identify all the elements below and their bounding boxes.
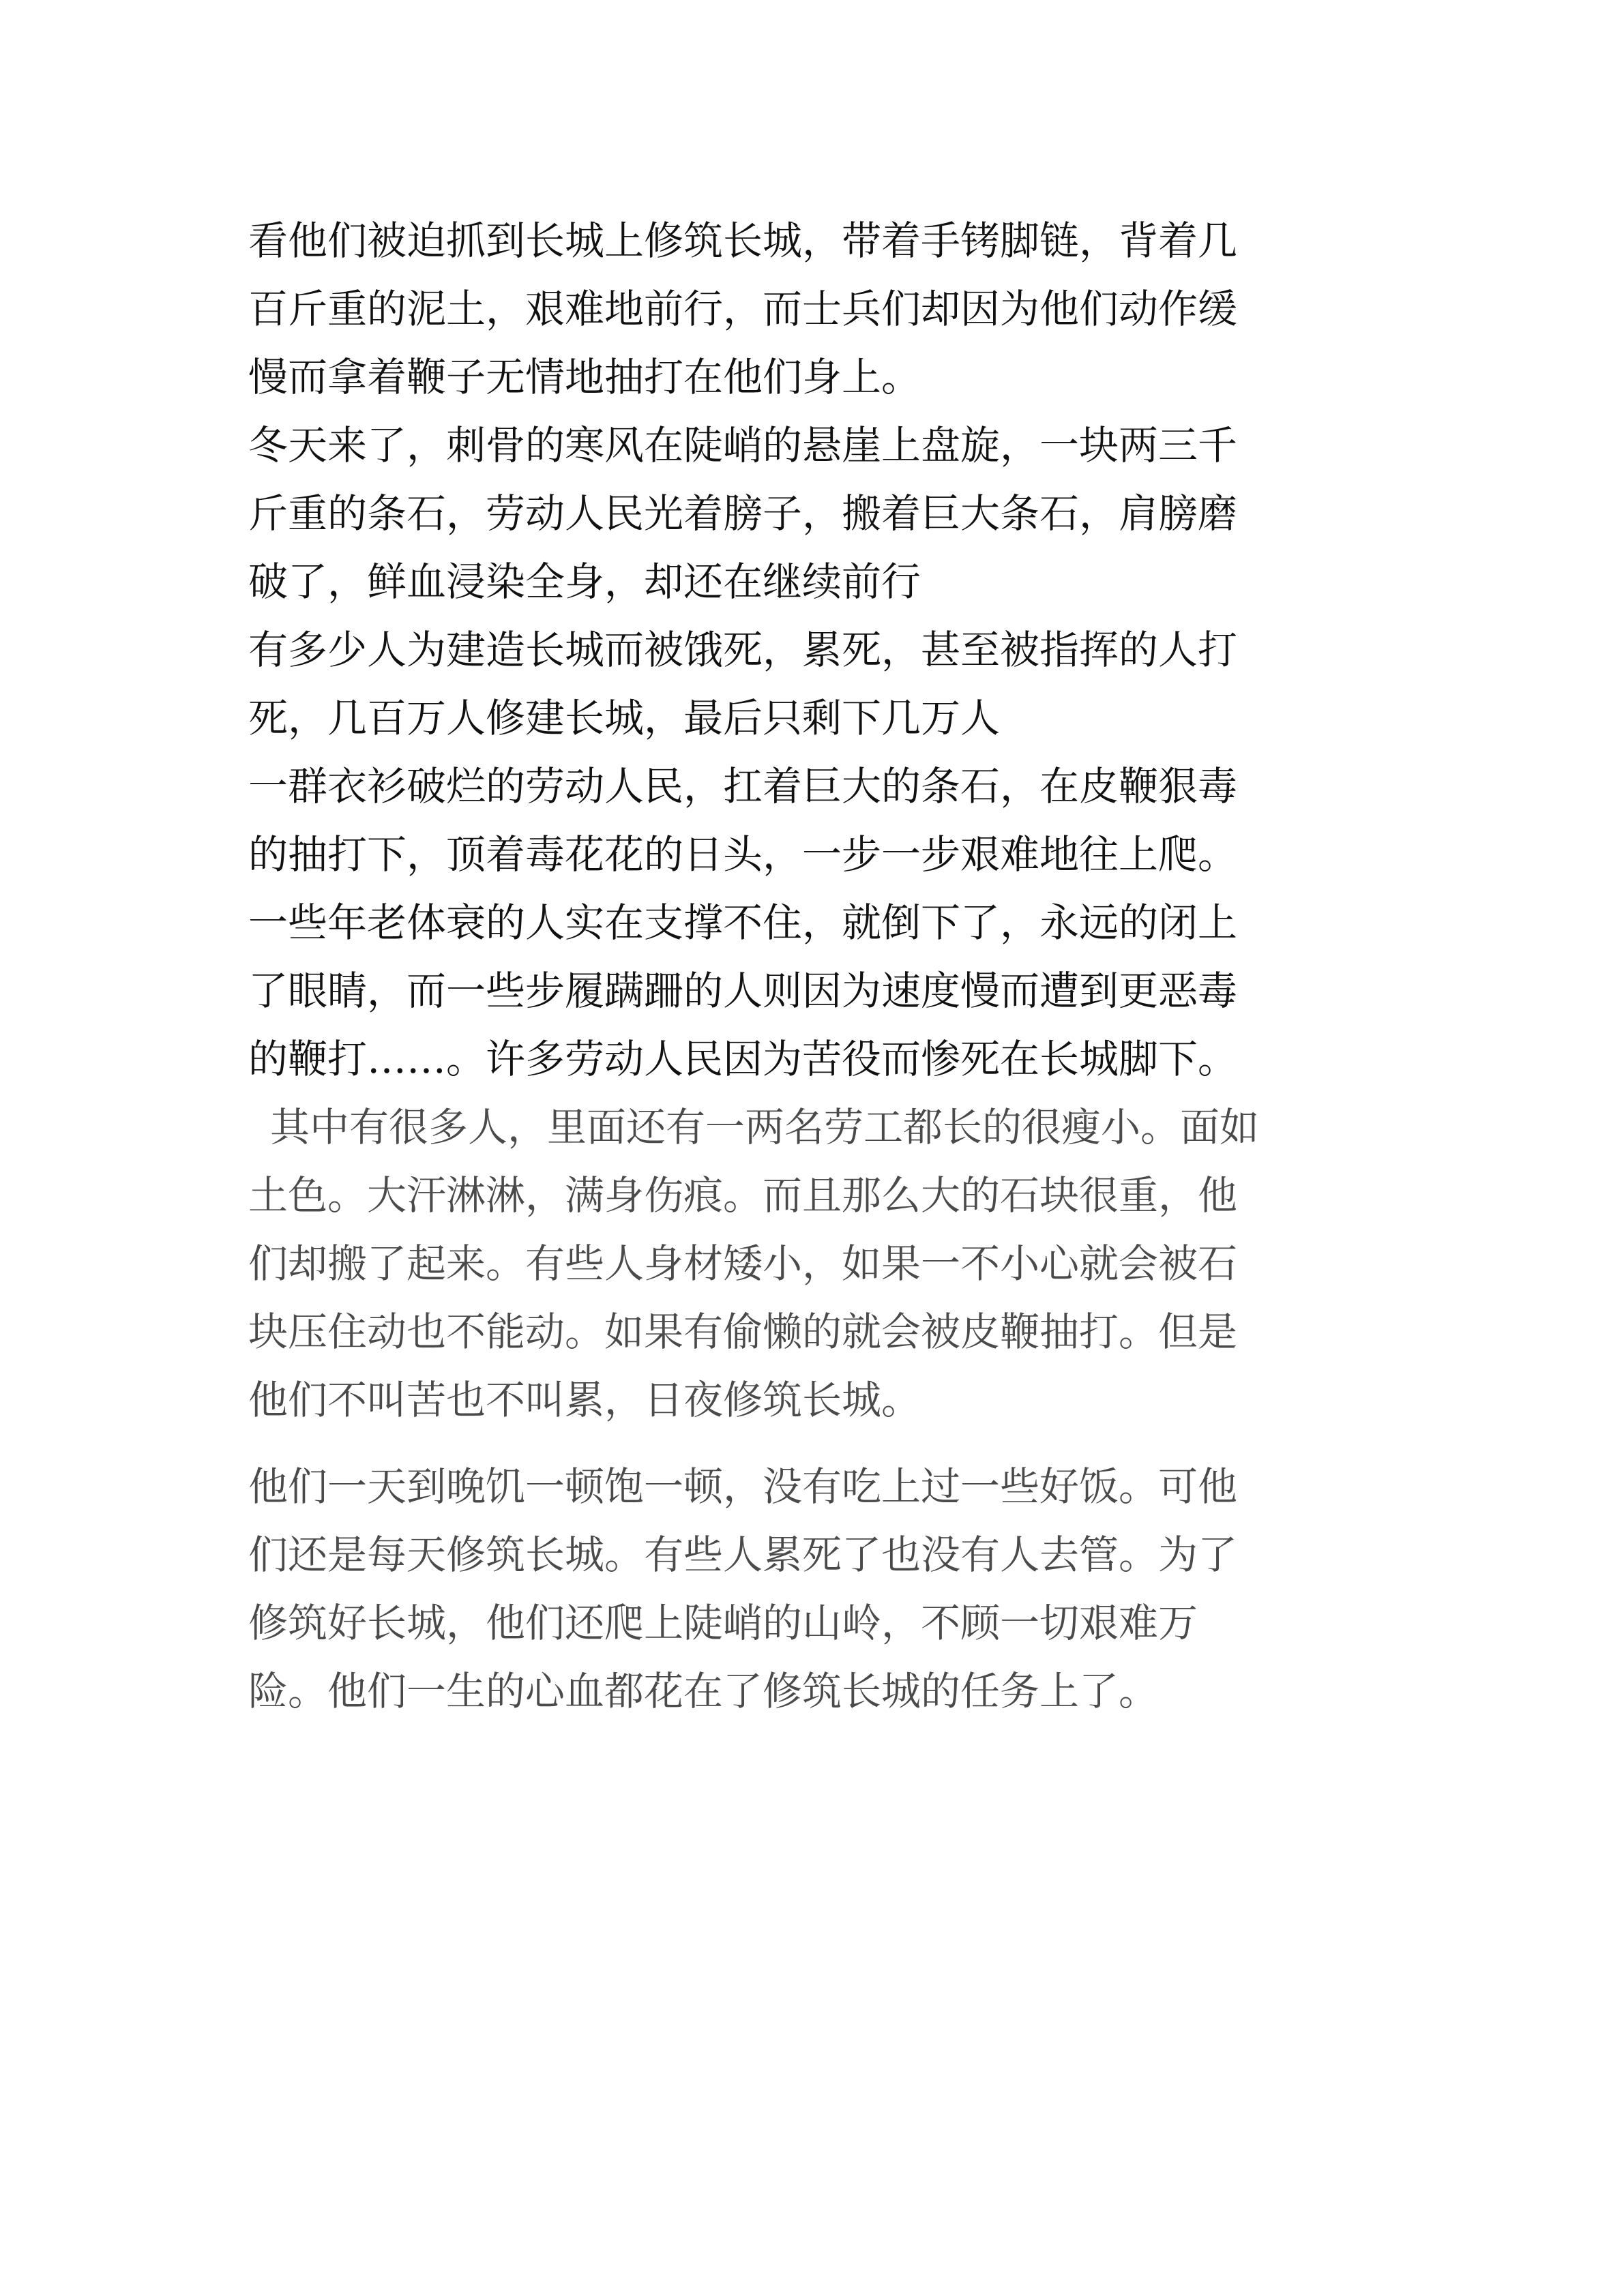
text-line xyxy=(0,1168,1624,1223)
text-line xyxy=(0,282,1624,336)
text-line xyxy=(0,623,1624,677)
text-line-content: 百斤重的泥土，艰难地前行，而士兵们却因为他们动作缓 xyxy=(248,286,1238,332)
text-line-content: 他们一天到晚饥一顿饱一顿，没有吃上过一些好饭。可他 xyxy=(248,1463,1238,1510)
text-line-content: 们还是每天修筑长城。有些人累死了也没有人去管。为了 xyxy=(248,1532,1238,1578)
text-line xyxy=(0,350,1624,404)
text-line-content: 其中有很多人，里面还有一两名劳工都长的很瘦小。面如 xyxy=(270,1104,1260,1150)
text-line xyxy=(0,691,1624,745)
text-line xyxy=(0,759,1624,814)
text-line-content: 险。他们一生的心血都花在了修筑长城的任务上了。 xyxy=(248,1668,1159,1714)
text-line xyxy=(0,1032,1624,1086)
text-line-content: 冬天来了，刺骨的寒风在陡峭的悬崖上盘旋，一块两三千 xyxy=(248,422,1238,468)
text-line xyxy=(0,213,1624,268)
text-line-content: 斤重的条石，劳动人民光着膀子，搬着巨大条石，肩膀磨 xyxy=(248,490,1238,537)
text-line xyxy=(0,1304,1624,1359)
text-line-content: 慢而拿着鞭子无情地抽打在他们身上。 xyxy=(248,354,921,400)
text-line-content: 的鞭打……。许多劳动人民因为苦役而惨死在长城脚下。 xyxy=(248,1036,1238,1082)
text-line xyxy=(0,1527,1624,1582)
text-line-content: 土色。大汗淋淋，满身伤痕。而且那么大的石块很重，他 xyxy=(248,1172,1238,1219)
text-line-content: 破了，鲜血浸染全身，却还在继续前行 xyxy=(248,558,921,605)
text-line-content: 一些年老体衰的人实在支撑不住，就倒下了，永远的闭上 xyxy=(248,899,1238,946)
text-line-content: 死，几百万人修建长城，最后只剩下几万人 xyxy=(248,695,1001,741)
text-line xyxy=(0,895,1624,950)
text-line xyxy=(0,964,1624,1018)
text-line-content: 的抽打下，顶着毒花花的日头，一步一步艰难地往上爬。 xyxy=(248,831,1238,878)
text-line xyxy=(0,1373,1624,1427)
text-line xyxy=(0,1100,1624,1154)
text-line-content: 了眼睛，而一些步履蹒跚的人则因为速度慢而遭到更恶毒 xyxy=(248,968,1238,1014)
text-line-content: 们却搬了起来。有些人身材矮小，如果一不小心就会被石 xyxy=(248,1240,1238,1287)
text-line xyxy=(0,1664,1624,1718)
text-line xyxy=(0,486,1624,541)
text-line xyxy=(0,554,1624,609)
text-line-content: 有多少人为建造长城而被饿死，累死，甚至被指挥的人打 xyxy=(248,627,1238,673)
text-line-content: 看他们被迫抓到长城上修筑长城，带着手铐脚链，背着几 xyxy=(248,218,1238,264)
text-line xyxy=(0,1236,1624,1291)
text-line xyxy=(0,418,1624,473)
text-line xyxy=(0,1596,1624,1650)
text-line-content: 一群衣衫破烂的劳动人民，扛着巨大的条石，在皮鞭狠毒 xyxy=(248,763,1238,809)
text-line-content: 修筑好长城，他们还爬上陡峭的山岭，不顾一切艰难万 xyxy=(248,1600,1198,1646)
text-line-content: 他们不叫苦也不叫累，日夜修筑长城。 xyxy=(248,1377,921,1423)
text-line-content: 块压住动也不能动。如果有偷懒的就会被皮鞭抽打。但是 xyxy=(248,1309,1238,1355)
text-line xyxy=(0,1459,1624,1514)
text-line xyxy=(0,827,1624,882)
